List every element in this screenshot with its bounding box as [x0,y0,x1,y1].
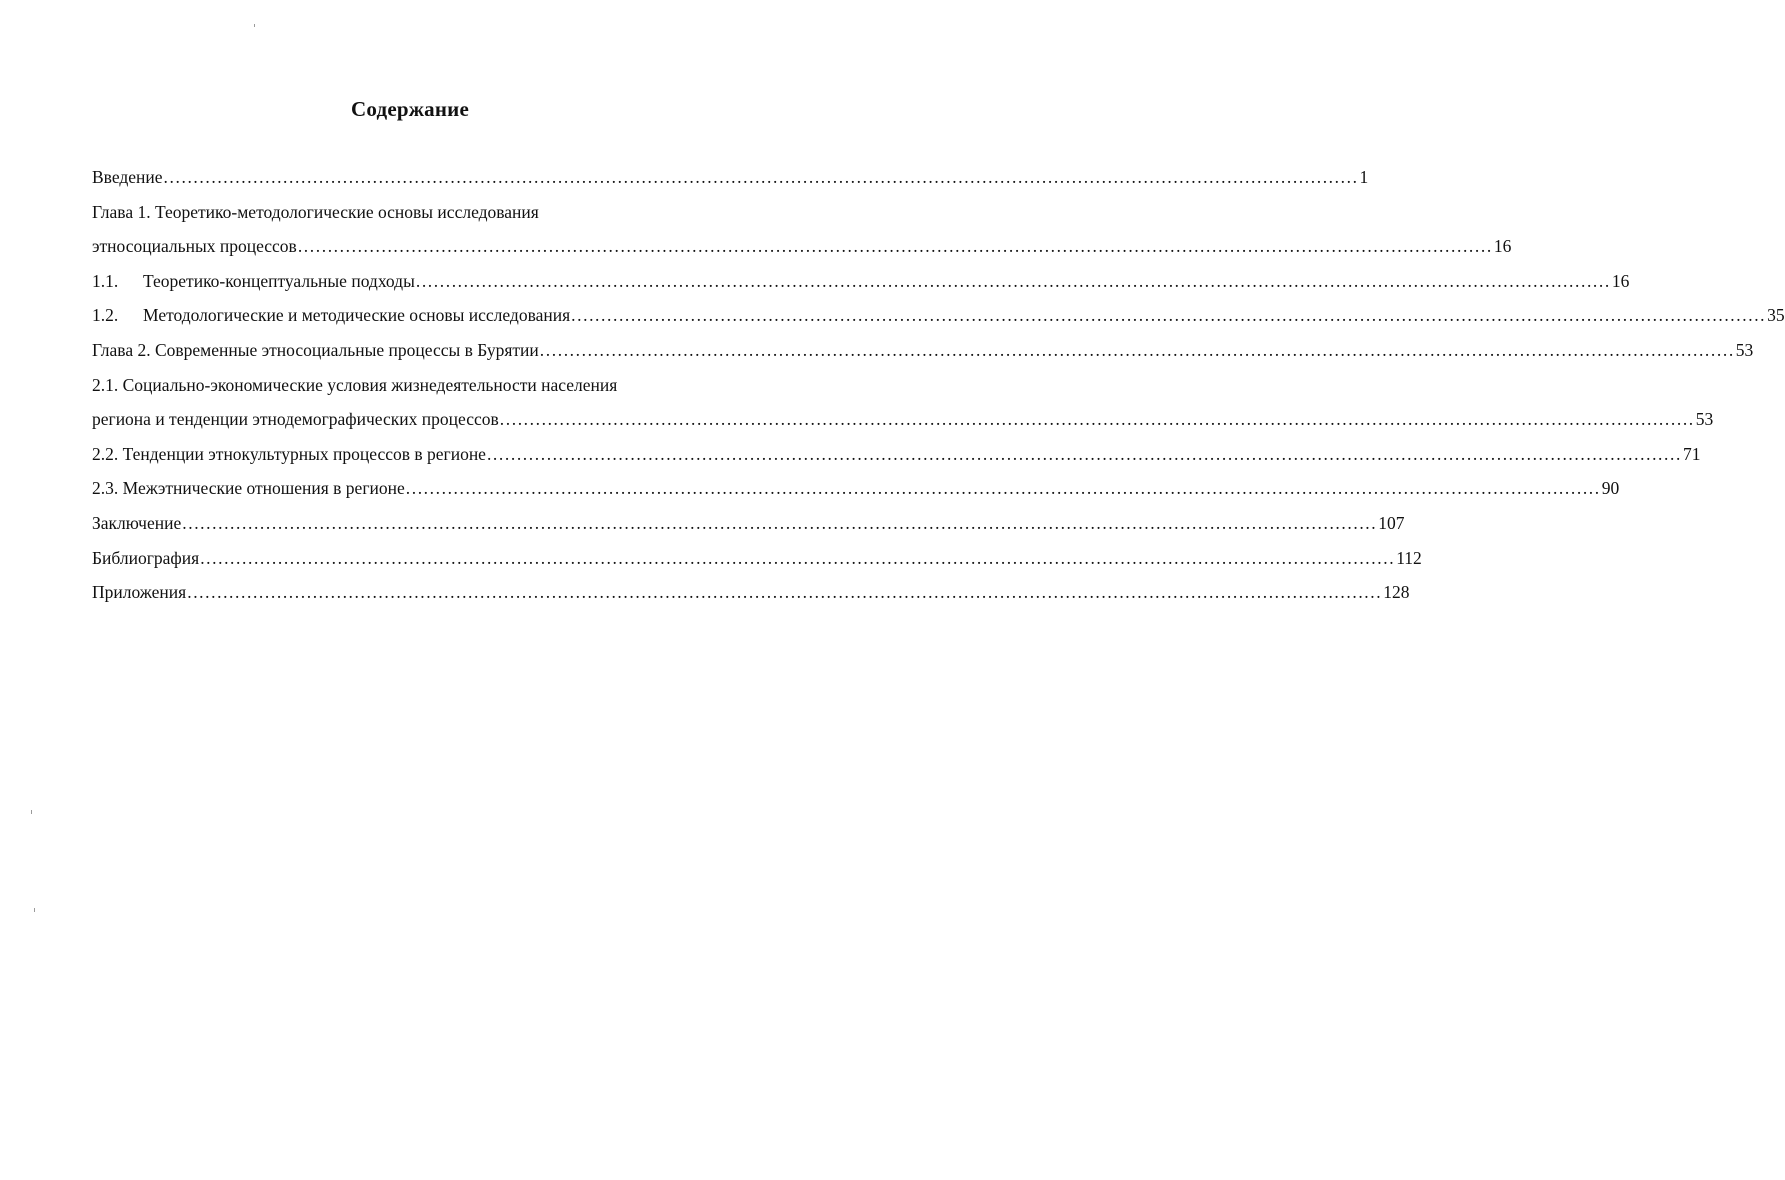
toc-leader-dots: ........................................................................................................................................................................................................ [200,547,1396,568]
toc-entry-label: Теоретико-концептуальные подходы [143,270,415,291]
toc-leader-dots: ........................................................................................................................................................................................................ [499,409,1695,430]
toc-entry-chapter-1 [92,195,720,230]
scan-speck [34,908,35,912]
toc-entry-label: Методологические и методические основы исследования [143,305,571,326]
toc-entry-label: Приложения [92,582,187,603]
toc-entry-label: 2.1. Социально-экономические условия жизнедеятельности населения [92,374,618,395]
toc-leader-dots: ........................................................................................................................................................................................................ [187,582,1383,603]
scan-speck [254,24,255,27]
toc-entry-appendices [92,575,1410,610]
toc-entry-page: 16 [1611,270,1630,291]
toc-entry-number: 1.1. [92,270,119,291]
toc-entry-section-2-2 [92,437,1701,472]
table-of-contents [92,160,1785,610]
toc-entry-page: 53 [1695,409,1714,430]
toc-entry-page: 35 [1767,305,1785,326]
toc-leader-dots: ........................................................................................................................................................................................................ [297,236,1493,257]
toc-entry-bibliography [92,541,1422,576]
toc-entry-label: Введение [92,167,163,187]
toc-entry-label: Глава 2. Современные этносоциальные процессы в Бурятии [92,339,539,360]
toc-leader-dots: ........................................................................................................................................................................................................ [539,339,1735,360]
toc-entry-label: Заключение [92,512,182,533]
toc-entry-label: этносоциальных процессов [92,236,297,257]
toc-entry-page: 112 [1396,547,1422,568]
toc-entry-introduction [92,160,1369,195]
toc-entry-section-2-3 [92,471,1620,506]
toc-entry-page: 16 [1493,236,1512,257]
toc-leader-dots: ........................................................................................................................................................................................................ [486,443,1682,464]
toc-entry-chapter-1-cont [92,229,1512,264]
scan-speck [31,810,32,814]
toc-leader-dots: ........................................................................................................................................................................................................ [415,270,1611,291]
toc-entry-page: 107 [1378,512,1405,533]
toc-entry-page: 53 [1735,339,1754,360]
toc-entry-page: 71 [1682,443,1701,464]
toc-entry-label: 2.3. Межэтнические отношения в регионе [92,478,405,499]
page-title: Содержание [351,97,469,121]
toc-entry-chapter-2 [92,333,1754,368]
toc-entry-section-2-1-cont [92,402,1714,437]
toc-entry-section-1-2 [92,298,1785,333]
toc-leader-dots: ........................................................................................................................................................................................................ [571,305,1767,326]
toc-entry-label: Глава 1. Теоретико-методологические основы исследования [92,201,539,222]
toc-entry-label: Библиография [92,547,200,568]
toc-leader-dots: ........................................................................................................................................................................................................ [405,478,1601,499]
toc-entry-page: 1 [1359,167,1369,187]
toc-leader-dots: ........................................................................................................................................................................................................ [182,512,1378,533]
toc-leader-dots: ........................................................................................................................................................................................................ [163,167,1359,187]
toc-entry-page: 128 [1383,582,1410,603]
toc-entry-number: 1.2. [92,305,119,326]
toc-entry-label: 2.2. Тенденции этнокультурных процессов в регионе [92,443,486,464]
toc-entry-label: региона и тенденции этнодемографических процессов [92,409,499,430]
toc-entry-section-1-1 [92,264,1630,299]
toc-entry-conclusion [92,506,1405,541]
toc-entry-section-2-1 [92,368,720,403]
toc-entry-page: 90 [1601,478,1620,499]
